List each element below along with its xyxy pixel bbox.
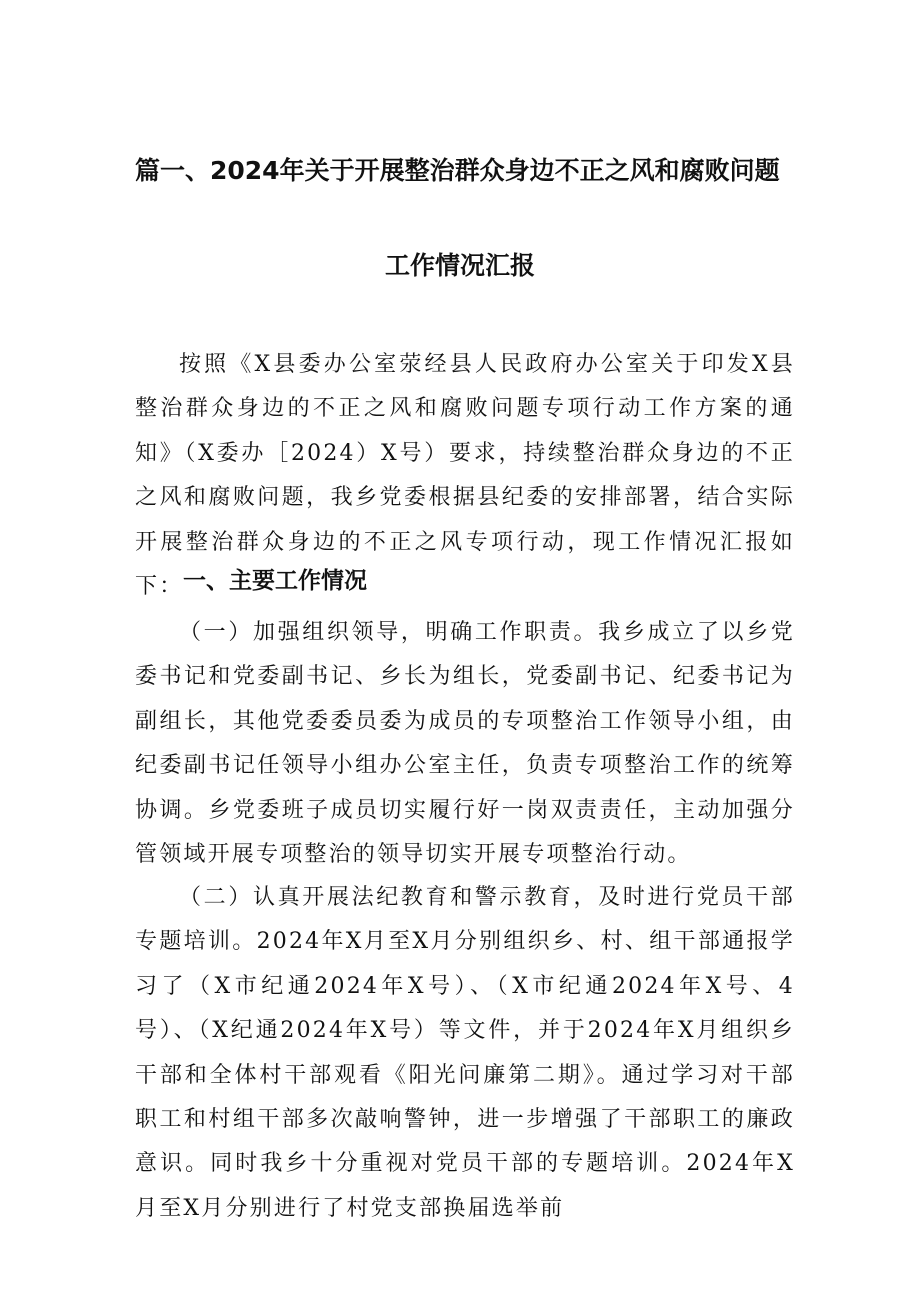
intro-paragraph: 按照《X县委办公室荥经县人民政府办公室关于印发X县整治群众身边的不正之风和腐败问题专项行动工作方案的通知》（X委办［2024）X号）要求，持续整治群众身边的不正之风和腐败问题，我乡党委根据县纪委的安排部署，结合实际开展整治群众身边的不正之风专项行动，现工作情况汇报如下： <box>135 352 795 600</box>
document-title-line-1: 篇一、2024年关于开展整治群众身边不正之风和腐败问题 <box>135 156 780 185</box>
document-title-line-2: 工作情况汇报 <box>384 251 535 280</box>
section-heading: 一、主要工作情况 <box>183 568 367 594</box>
paragraph-organization-leadership: （一）加强组织领导，明确工作职责。我乡成立了以乡党委书记和党委副书记、乡长为组长，党委副书记、纪委书记为副组长，其他党委委员委为成员的专项整治工作领导小组，由纪委副书记任领导小组办公室主任，负责专项整治工作的统筹协调。乡党委班子成员切实履行好一岗双责责任，主动加强分管领域开展专项整治的领导切实开展专项整治行动。 <box>135 620 795 868</box>
paragraph-discipline-education: （二）认真开展法纪教育和警示教育，及时进行党员干部专题培训。2024年X月至X月分别组织乡、村、组干部通报学习了（X市纪通2024年X号）、（X市纪通2024年X号、4号）、（X纪通2024年X号）等文件，并于2024年X月组织乡干部和全体村干部观看《阳光问廉第二期》。通过学习对干部职工和村组干部多次敲响警钟，进一步增强了干部职工的廉政意识。同时我乡十分重视对党员干部的专题培训。2024年X月至X月分别进行了村党支部换届选举前 <box>135 885 795 1221</box>
